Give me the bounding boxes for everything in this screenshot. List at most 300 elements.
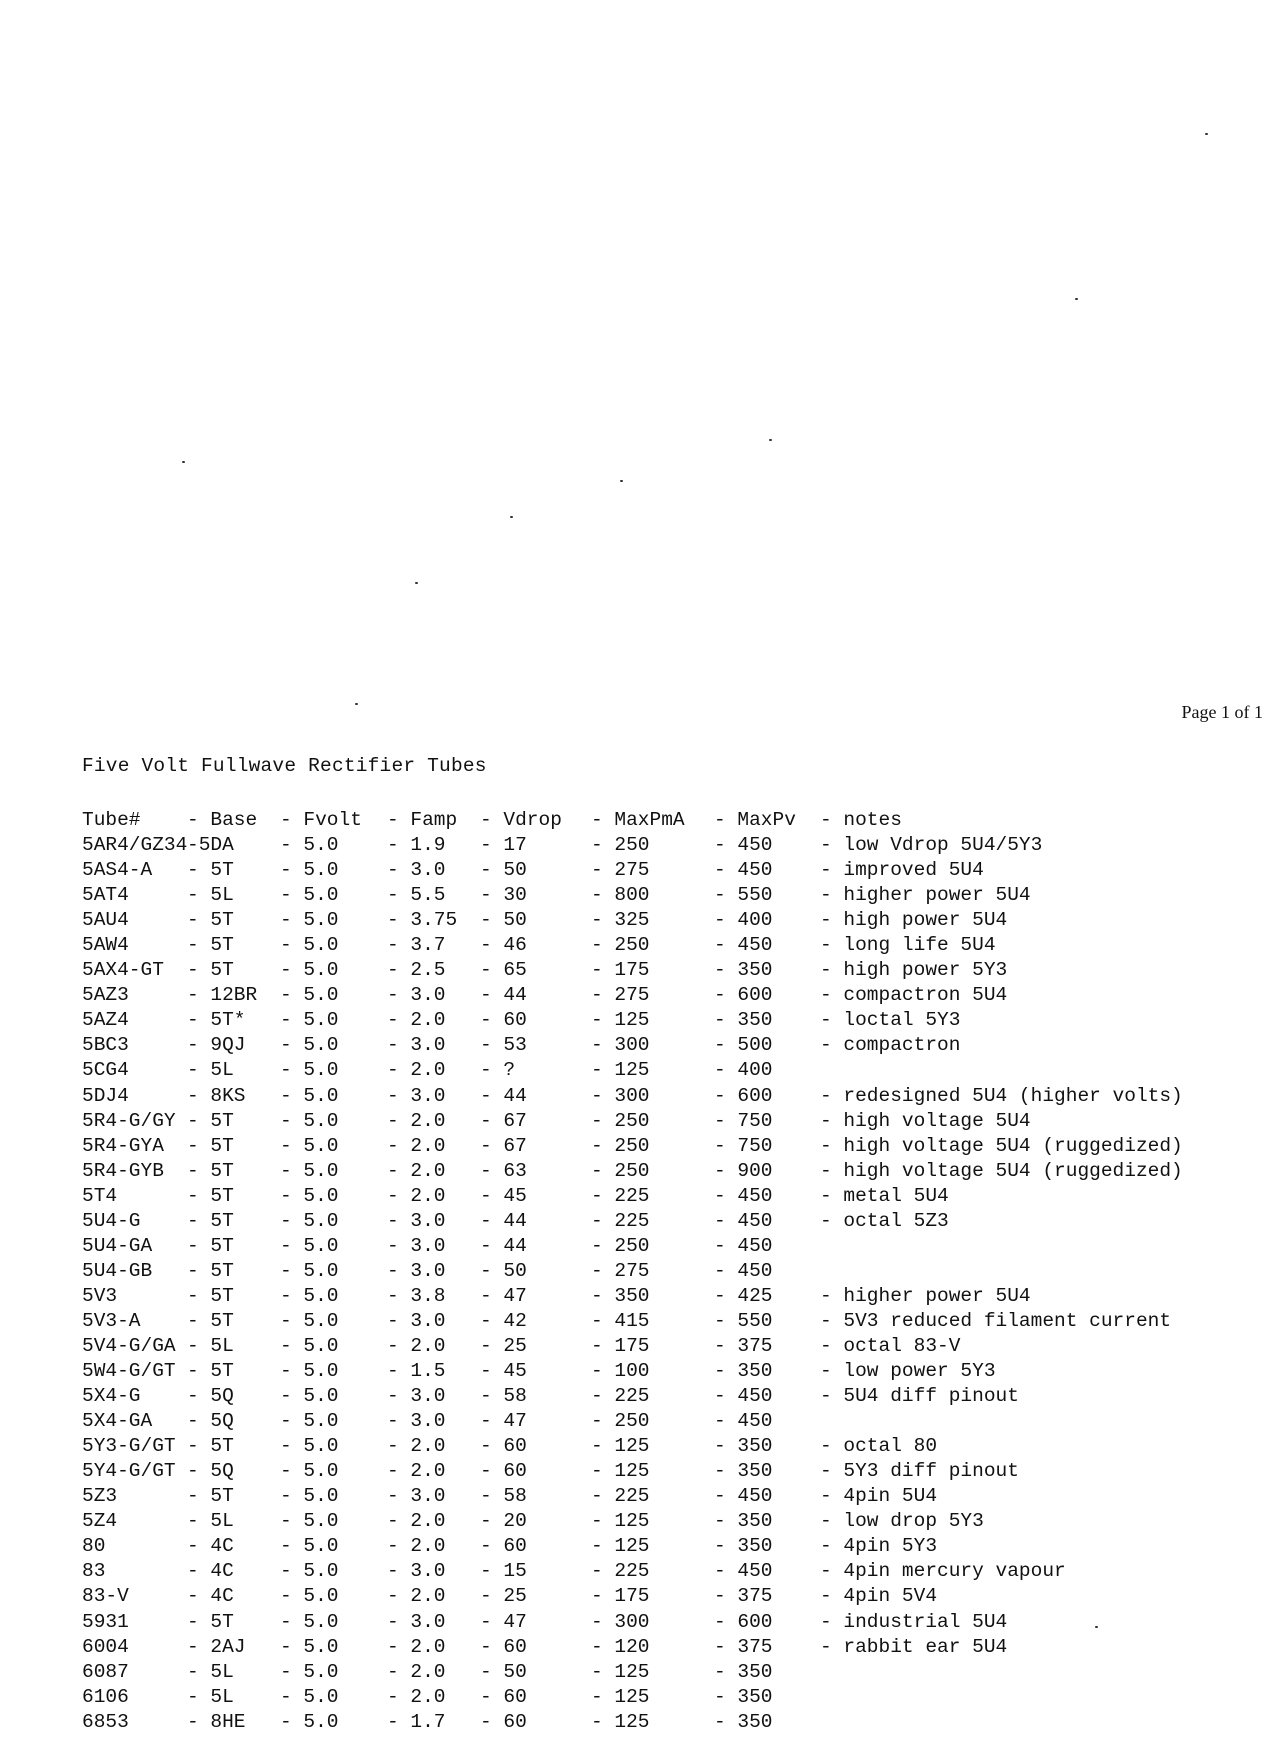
cell-notes: - octal 83-V	[820, 1334, 961, 1357]
cell-famp: - 2.0	[387, 1635, 446, 1658]
cell-fvolt: - 5.0	[280, 1510, 339, 1533]
cell-fvolt: - 5.0	[280, 1084, 339, 1107]
cell-tube: 5R4-GYB	[82, 1159, 164, 1182]
header-famp: - Famp	[387, 809, 458, 831]
cell-tube: 83-V	[82, 1585, 129, 1608]
cell-tube: 83	[82, 1560, 106, 1583]
cell-max-pma: - 800	[591, 884, 650, 907]
cell-famp: - 3.7	[387, 934, 446, 957]
cell-tube: 5AT4	[82, 884, 129, 907]
cell-max-pma: - 250	[591, 1410, 650, 1433]
cell-fvolt: - 5.0	[280, 1435, 339, 1458]
cell-max-pma: - 125	[591, 1660, 650, 1683]
cell-famp: - 2.0	[387, 1109, 446, 1132]
cell-base: - 5T	[187, 1309, 234, 1332]
cell-famp: - 2.0	[387, 1009, 446, 1032]
cell-fvolt: - 5.0	[280, 1184, 339, 1207]
cell-max-pma: - 275	[591, 984, 650, 1007]
cell-max-pma: - 250	[591, 834, 650, 857]
cell-tube: 5U4-G	[82, 1209, 141, 1232]
cell-famp: - 2.0	[387, 1159, 446, 1182]
cell-tube: 5AS4-A	[82, 859, 153, 882]
cell-notes: - high voltage 5U4 (ruggedized)	[820, 1159, 1183, 1182]
cell-vdrop: - 58	[480, 1385, 527, 1408]
table-row	[82, 1159, 1262, 1184]
cell-famp: - 2.0	[387, 1184, 446, 1207]
cell-vdrop: - 47	[480, 1284, 527, 1307]
cell-fvolt: - 5.0	[280, 1334, 339, 1357]
table-row	[82, 883, 1262, 908]
cell-fvolt: - 5.0	[280, 934, 339, 957]
table-body	[82, 833, 1262, 1735]
cell-fvolt: - 5.0	[280, 984, 339, 1007]
cell-vdrop: - 15	[480, 1560, 527, 1583]
cell-max-pma: - 250	[591, 1159, 650, 1182]
cell-famp: - 2.0	[387, 1059, 446, 1082]
cell-famp: - 3.0	[387, 1309, 446, 1332]
cell-tube: 5931	[82, 1610, 129, 1633]
cell-tube: 5AZ3	[82, 984, 129, 1007]
cell-notes: - 5V3 reduced filament current	[820, 1309, 1172, 1332]
cell-tube: 6853	[82, 1710, 129, 1733]
cell-max-pma: - 125	[591, 1009, 650, 1032]
cell-vdrop: - 58	[480, 1485, 527, 1508]
header-notes: - notes	[820, 809, 902, 831]
cell-tube: 5V3	[82, 1284, 118, 1307]
cell-max-pv: - 350	[714, 959, 773, 982]
cell-max-pma: - 175	[591, 1585, 650, 1608]
cell-tube: 5BC3	[82, 1034, 129, 1057]
cell-notes: - higher power 5U4	[820, 1284, 1031, 1307]
table-row	[82, 1484, 1262, 1509]
header-base: - Base	[187, 809, 258, 831]
cell-max-pv: - 350	[714, 1460, 773, 1483]
cell-notes: - redesigned 5U4 (higher volts)	[820, 1084, 1183, 1107]
cell-notes: - industrial 5U4	[820, 1610, 1008, 1633]
cell-tube: 5Z3	[82, 1485, 118, 1508]
cell-famp: - 1.7	[387, 1710, 446, 1733]
cell-max-pv: - 450	[714, 1560, 773, 1583]
cell-famp: - 3.0	[387, 1610, 446, 1633]
cell-base: - 5L	[187, 1660, 234, 1683]
cell-fvolt: - 5.0	[280, 1360, 339, 1383]
cell-tube: 5T4	[82, 1184, 118, 1207]
cell-max-pv: - 350	[714, 1685, 773, 1708]
table-row	[82, 1635, 1262, 1660]
cell-max-pv: - 400	[714, 1059, 773, 1082]
table-row	[82, 1584, 1262, 1609]
scan-speck	[510, 516, 513, 518]
cell-base: - 5Q	[187, 1385, 234, 1408]
cell-fvolt: - 5.0	[280, 1685, 339, 1708]
cell-max-pma: - 300	[591, 1084, 650, 1107]
cell-vdrop: - 67	[480, 1109, 527, 1132]
scan-speck	[620, 480, 623, 482]
cell-base: - 5T	[187, 859, 234, 882]
cell-max-pv: - 450	[714, 934, 773, 957]
cell-notes: - compactron	[820, 1034, 961, 1057]
cell-vdrop: - 60	[480, 1009, 527, 1032]
cell-famp: - 3.0	[387, 859, 446, 882]
cell-base: - 2AJ	[187, 1635, 246, 1658]
table-row	[82, 858, 1262, 883]
table-row	[82, 1058, 1262, 1083]
cell-fvolt: - 5.0	[280, 1585, 339, 1608]
cell-base: - 5T	[187, 1485, 234, 1508]
cell-vdrop: - 60	[480, 1460, 527, 1483]
cell-max-pv: - 350	[714, 1009, 773, 1032]
cell-notes: - octal 5Z3	[820, 1209, 949, 1232]
cell-vdrop: - 45	[480, 1360, 527, 1383]
cell-fvolt: - 5.0	[280, 1485, 339, 1508]
cell-vdrop: - 50	[480, 909, 527, 932]
table-row	[82, 908, 1262, 933]
cell-famp: - 3.0	[387, 1234, 446, 1257]
cell-fvolt: - 5.0	[280, 1660, 339, 1683]
cell-famp: - 3.0	[387, 1209, 446, 1232]
cell-tube: 5Z4	[82, 1510, 118, 1533]
cell-vdrop: - 17	[480, 834, 527, 857]
table-row	[82, 1109, 1262, 1134]
cell-famp: - 5.5	[387, 884, 446, 907]
cell-max-pv: - 350	[714, 1535, 773, 1558]
cell-vdrop: - 65	[480, 959, 527, 982]
cell-notes: - 4pin 5Y3	[820, 1535, 938, 1558]
cell-tube: 5AU4	[82, 909, 129, 932]
cell-fvolt: - 5.0	[280, 1385, 339, 1408]
cell-fvolt: - 5.0	[280, 909, 339, 932]
header-tube: Tube#	[82, 809, 141, 831]
header-max-pv: - MaxPv	[714, 809, 796, 831]
cell-vdrop: - 25	[480, 1585, 527, 1608]
cell-max-pma: - 125	[591, 1535, 650, 1558]
cell-tube: 5V3-A	[82, 1309, 141, 1332]
cell-base: - 5Q	[187, 1410, 234, 1433]
cell-notes: - high voltage 5U4	[820, 1109, 1031, 1132]
cell-tube: 5Y4-G/GT	[82, 1460, 176, 1483]
cell-max-pma: - 415	[591, 1309, 650, 1332]
cell-vdrop: - 45	[480, 1184, 527, 1207]
cell-fvolt: - 5.0	[280, 1610, 339, 1633]
cell-max-pv: - 425	[714, 1284, 773, 1307]
cell-fvolt: - 5.0	[280, 1109, 339, 1132]
cell-fvolt: - 5.0	[280, 884, 339, 907]
scan-speck	[1075, 298, 1078, 300]
cell-base: -5DA	[187, 834, 234, 857]
cell-max-pv: - 450	[714, 1259, 773, 1282]
cell-max-pv: - 550	[714, 884, 773, 907]
cell-base: - 5T	[187, 1435, 234, 1458]
cell-vdrop: - 42	[480, 1309, 527, 1332]
cell-tube: 5X4-G	[82, 1385, 141, 1408]
scan-speck	[1205, 133, 1208, 135]
cell-base: - 5L	[187, 1510, 234, 1533]
cell-fvolt: - 5.0	[280, 1410, 339, 1433]
document-title: Five Volt Fullwave Rectifier Tubes	[82, 755, 487, 777]
cell-base: - 5L	[187, 1059, 234, 1082]
cell-famp: - 2.0	[387, 1660, 446, 1683]
cell-max-pma: - 125	[591, 1460, 650, 1483]
scan-speck	[415, 582, 418, 584]
cell-vdrop: - 60	[480, 1635, 527, 1658]
cell-fvolt: - 5.0	[280, 1710, 339, 1733]
table-row	[82, 1234, 1262, 1259]
cell-max-pv: - 350	[714, 1360, 773, 1383]
scan-speck	[769, 439, 772, 441]
cell-max-pma: - 120	[591, 1635, 650, 1658]
header-max-pma: - MaxPmA	[591, 809, 685, 831]
cell-base: - 5T	[187, 1284, 234, 1307]
table-row	[82, 933, 1262, 958]
table-row	[82, 1660, 1262, 1685]
cell-max-pv: - 450	[714, 1385, 773, 1408]
cell-vdrop: - 60	[480, 1435, 527, 1458]
cell-tube: 6106	[82, 1685, 129, 1708]
cell-max-pma: - 250	[591, 1234, 650, 1257]
cell-vdrop: - 20	[480, 1510, 527, 1533]
cell-tube: 5W4-G/GT	[82, 1360, 176, 1383]
cell-famp: - 2.0	[387, 1685, 446, 1708]
cell-max-pma: - 225	[591, 1385, 650, 1408]
cell-vdrop: - 25	[480, 1334, 527, 1357]
cell-tube: 5CG4	[82, 1059, 129, 1082]
table-row	[82, 1334, 1262, 1359]
cell-famp: - 3.0	[387, 1259, 446, 1282]
cell-base: - 5T*	[187, 1009, 246, 1032]
cell-base: - 4C	[187, 1560, 234, 1583]
cell-tube: 5AW4	[82, 934, 129, 957]
cell-notes: - high power 5U4	[820, 909, 1008, 932]
table-row	[82, 1509, 1262, 1534]
cell-tube: 80	[82, 1535, 106, 1558]
table-header	[82, 808, 1262, 833]
cell-max-pma: - 250	[591, 1134, 650, 1157]
cell-fvolt: - 5.0	[280, 1259, 339, 1282]
cell-max-pv: - 550	[714, 1309, 773, 1332]
cell-vdrop: - 53	[480, 1034, 527, 1057]
cell-tube: 5U4-GB	[82, 1259, 153, 1282]
cell-max-pma: - 300	[591, 1034, 650, 1057]
table-row	[82, 983, 1262, 1008]
cell-vdrop: - ?	[480, 1059, 516, 1082]
cell-fvolt: - 5.0	[280, 1234, 339, 1257]
cell-tube: 6004	[82, 1635, 129, 1658]
cell-vdrop: - 47	[480, 1610, 527, 1633]
cell-famp: - 3.0	[387, 1410, 446, 1433]
cell-notes: - 4pin 5V4	[820, 1585, 938, 1608]
page-number: Page 1 of 1	[1181, 702, 1263, 722]
cell-base: - 5T	[187, 909, 234, 932]
cell-notes: - low Vdrop 5U4/5Y3	[820, 834, 1043, 857]
table-row	[82, 1284, 1262, 1309]
cell-max-pv: - 900	[714, 1159, 773, 1182]
cell-max-pv: - 450	[714, 1485, 773, 1508]
cell-base: - 5T	[187, 1259, 234, 1282]
cell-tube: 5Y3-G/GT	[82, 1435, 176, 1458]
table-row	[82, 1134, 1262, 1159]
cell-fvolt: - 5.0	[280, 1309, 339, 1332]
cell-max-pma: - 125	[591, 1510, 650, 1533]
cell-max-pv: - 375	[714, 1635, 773, 1658]
cell-max-pma: - 225	[591, 1560, 650, 1583]
cell-fvolt: - 5.0	[280, 1535, 339, 1558]
cell-notes: - long life 5U4	[820, 934, 996, 957]
cell-base: - 5L	[187, 1334, 234, 1357]
table-row	[82, 1184, 1262, 1209]
cell-notes: - loctal 5Y3	[820, 1009, 961, 1032]
cell-base: - 12BR	[187, 984, 258, 1007]
cell-famp: - 1.9	[387, 834, 446, 857]
cell-max-pv: - 350	[714, 1435, 773, 1458]
cell-notes: - 5Y3 diff pinout	[820, 1460, 1019, 1483]
cell-tube: 5R4-G/GY	[82, 1109, 176, 1132]
header-vdrop: - Vdrop	[480, 809, 562, 831]
cell-max-pma: - 350	[591, 1284, 650, 1307]
cell-notes: - improved 5U4	[820, 859, 984, 882]
cell-tube: 6087	[82, 1660, 129, 1683]
cell-famp: - 3.75	[387, 909, 458, 932]
cell-max-pv: - 450	[714, 1234, 773, 1257]
cell-max-pv: - 450	[714, 859, 773, 882]
cell-vdrop: - 30	[480, 884, 527, 907]
cell-notes: - higher power 5U4	[820, 884, 1031, 907]
cell-max-pma: - 225	[591, 1184, 650, 1207]
cell-max-pma: - 300	[591, 1610, 650, 1633]
cell-max-pma: - 250	[591, 1109, 650, 1132]
cell-famp: - 3.0	[387, 1485, 446, 1508]
cell-max-pv: - 400	[714, 909, 773, 932]
table-row	[82, 958, 1262, 983]
cell-max-pv: - 600	[714, 1610, 773, 1633]
cell-max-pv: - 600	[714, 984, 773, 1007]
cell-notes: - compactron 5U4	[820, 984, 1008, 1007]
cell-base: - 5T	[187, 1159, 234, 1182]
cell-vdrop: - 46	[480, 934, 527, 957]
cell-base: - 5L	[187, 884, 234, 907]
table-row	[82, 1534, 1262, 1559]
table-row	[82, 1710, 1262, 1735]
cell-max-pma: - 225	[591, 1485, 650, 1508]
cell-fvolt: - 5.0	[280, 1059, 339, 1082]
cell-vdrop: - 67	[480, 1134, 527, 1157]
cell-max-pv: - 450	[714, 1410, 773, 1433]
cell-max-pma: - 125	[591, 1710, 650, 1733]
cell-base: - 5T	[187, 1184, 234, 1207]
cell-notes: - 4pin 5U4	[820, 1485, 938, 1508]
cell-max-pma: - 225	[591, 1209, 650, 1232]
cell-fvolt: - 5.0	[280, 834, 339, 857]
cell-max-pv: - 450	[714, 1209, 773, 1232]
cell-tube: 5U4-GA	[82, 1234, 153, 1257]
tube-table	[82, 808, 1262, 1735]
cell-base: - 5T	[187, 1360, 234, 1383]
table-row	[82, 1084, 1262, 1109]
table-row	[82, 833, 1262, 858]
cell-max-pma: - 175	[591, 1334, 650, 1357]
cell-notes: - low power 5Y3	[820, 1360, 996, 1383]
cell-vdrop: - 50	[480, 1660, 527, 1683]
cell-max-pv: - 350	[714, 1710, 773, 1733]
cell-max-pv: - 375	[714, 1334, 773, 1357]
cell-fvolt: - 5.0	[280, 959, 339, 982]
cell-tube: 5DJ4	[82, 1084, 129, 1107]
cell-notes: - metal 5U4	[820, 1184, 949, 1207]
cell-max-pv: - 750	[714, 1109, 773, 1132]
table-row	[82, 1033, 1262, 1058]
table-row	[82, 1559, 1262, 1584]
cell-base: - 5T	[187, 934, 234, 957]
cell-max-pv: - 350	[714, 1510, 773, 1533]
cell-base: - 9QJ	[187, 1034, 246, 1057]
cell-famp: - 2.0	[387, 1435, 446, 1458]
cell-notes: - low drop 5Y3	[820, 1510, 984, 1533]
cell-max-pv: - 350	[714, 1660, 773, 1683]
table-row	[82, 1209, 1262, 1234]
cell-base: - 5T	[187, 1234, 234, 1257]
cell-fvolt: - 5.0	[280, 1635, 339, 1658]
cell-max-pv: - 450	[714, 1184, 773, 1207]
cell-max-pv: - 750	[714, 1134, 773, 1157]
cell-notes: - 4pin mercury vapour	[820, 1560, 1066, 1583]
cell-max-pv: - 600	[714, 1084, 773, 1107]
table-row	[82, 1409, 1262, 1434]
cell-famp: - 3.0	[387, 1560, 446, 1583]
table-row	[82, 1384, 1262, 1409]
cell-vdrop: - 44	[480, 1234, 527, 1257]
cell-famp: - 2.0	[387, 1535, 446, 1558]
table-row	[82, 1259, 1262, 1284]
cell-base: - 5T	[187, 1109, 234, 1132]
cell-base: - 4C	[187, 1535, 234, 1558]
cell-notes: - high power 5Y3	[820, 959, 1008, 982]
cell-base: - 8KS	[187, 1084, 246, 1107]
cell-vdrop: - 44	[480, 1209, 527, 1232]
cell-base: - 5L	[187, 1685, 234, 1708]
cell-notes: - high voltage 5U4 (ruggedized)	[820, 1134, 1183, 1157]
cell-famp: - 2.0	[387, 1585, 446, 1608]
cell-notes: - octal 80	[820, 1435, 938, 1458]
cell-fvolt: - 5.0	[280, 1159, 339, 1182]
cell-base: - 5T	[187, 1209, 234, 1232]
cell-vdrop: - 44	[480, 984, 527, 1007]
table-row	[82, 1309, 1262, 1334]
cell-famp: - 3.0	[387, 984, 446, 1007]
cell-notes: - 5U4 diff pinout	[820, 1385, 1019, 1408]
cell-vdrop: - 50	[480, 1259, 527, 1282]
header-fvolt: - Fvolt	[280, 809, 362, 831]
cell-tube: 5X4-GA	[82, 1410, 153, 1433]
cell-vdrop: - 60	[480, 1535, 527, 1558]
cell-fvolt: - 5.0	[280, 1460, 339, 1483]
cell-max-pma: - 125	[591, 1685, 650, 1708]
cell-tube: 5R4-GYA	[82, 1134, 164, 1157]
cell-base: - 8HE	[187, 1710, 246, 1733]
cell-base: - 5T	[187, 1610, 234, 1633]
table-row	[82, 1610, 1262, 1635]
cell-base: - 5T	[187, 1134, 234, 1157]
table-row	[82, 1685, 1262, 1710]
cell-famp: - 3.0	[387, 1084, 446, 1107]
cell-vdrop: - 50	[480, 859, 527, 882]
cell-base: - 5Q	[187, 1460, 234, 1483]
cell-vdrop: - 47	[480, 1410, 527, 1433]
cell-fvolt: - 5.0	[280, 859, 339, 882]
cell-famp: - 2.0	[387, 1334, 446, 1357]
cell-famp: - 1.5	[387, 1360, 446, 1383]
table-row	[82, 1359, 1262, 1384]
cell-vdrop: - 44	[480, 1084, 527, 1107]
cell-max-pv: - 450	[714, 834, 773, 857]
